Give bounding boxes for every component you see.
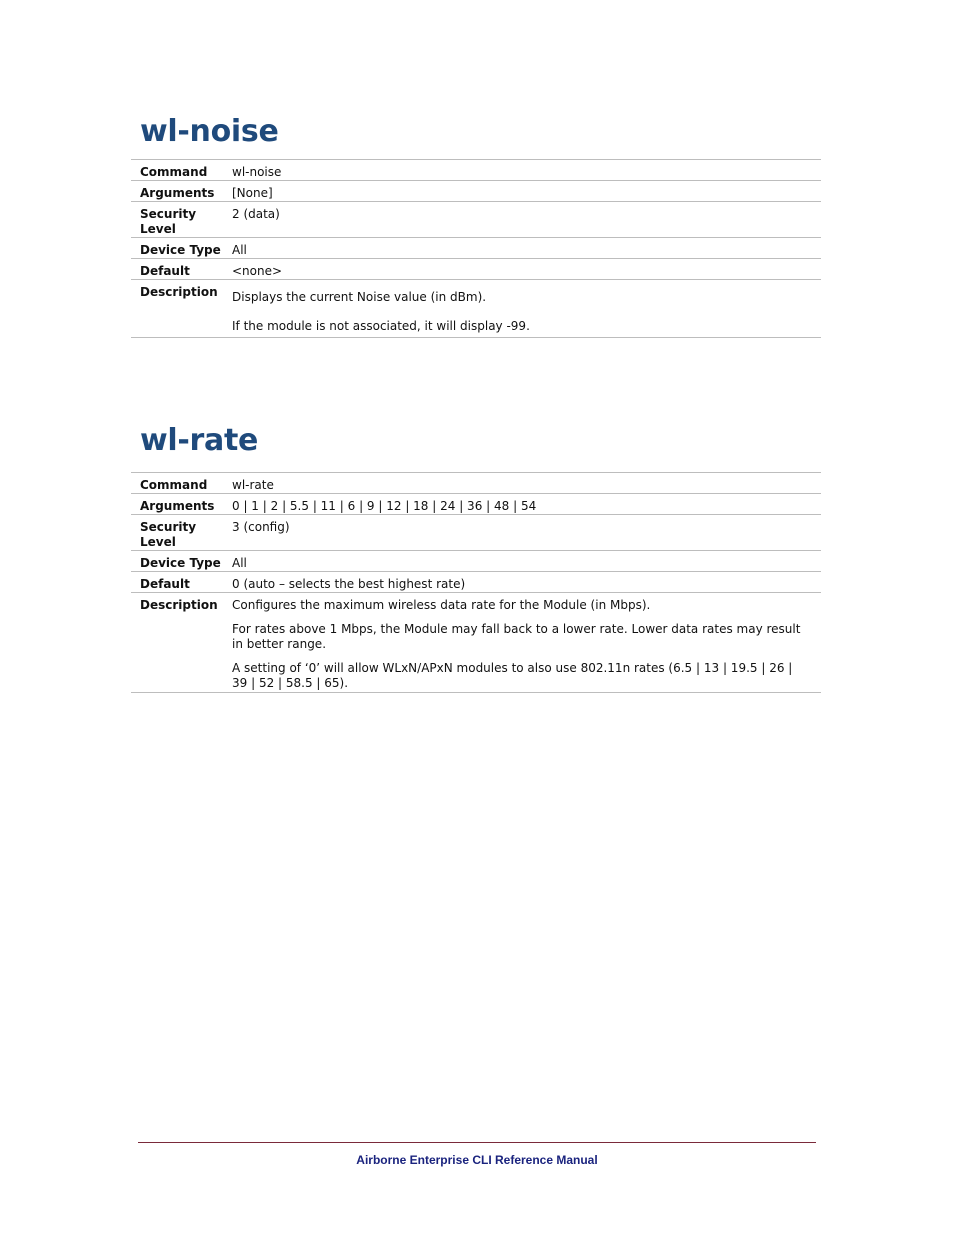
row-value: [232, 280, 821, 337]
row-label: Description: [140, 285, 218, 299]
spec-row-command: [131, 160, 821, 181]
spec-row-command: [131, 473, 821, 494]
row-value: 0 | 1 | 2 | 5.5 | 11 | 6 | 9 | 12 | 18 | 24 | 36 | 48 | 54: [232, 499, 537, 513]
section-heading: wl-rate: [140, 423, 259, 458]
spec-table: [131, 159, 821, 338]
row-value: wl-rate: [232, 478, 274, 492]
row-value: [None]: [232, 186, 273, 200]
footer-title: Airborne Enterprise CLI Reference Manual: [356, 1153, 598, 1167]
row-value: 0 (auto – selects the best highest rate): [232, 577, 466, 591]
row-label: Device Type: [140, 243, 221, 257]
row-label: Description: [140, 598, 218, 612]
row-label: Arguments: [140, 499, 215, 513]
row-value: 3 (config): [232, 520, 290, 534]
spec-row-default: [131, 259, 821, 280]
row-value: [232, 593, 821, 692]
row-label: Security Level: [140, 207, 197, 236]
description-paragraph: Configures the maximum wireless data rate for the Module (in Mbps).: [232, 598, 651, 612]
description-paragraph: A setting of ‘0’ will allow WLxN/APxN modules to also use 802.11n rates (6.5 | 13 | 19.5 | 26 | 39 | 52 | 58.5 | 65).: [232, 661, 793, 690]
spec-row-default: [131, 572, 821, 593]
spec-row-description: [131, 280, 821, 338]
row-label: Command: [140, 165, 208, 179]
row-label: Command: [140, 478, 208, 492]
section-heading: wl-noise: [140, 114, 279, 149]
section-wl-noise: [131, 114, 821, 338]
spec-row-security-level: [131, 202, 821, 238]
spec-row-security-level: [131, 515, 821, 551]
row-label: Device Type: [140, 556, 221, 570]
spec-row-arguments: [131, 181, 821, 202]
spec-row-device-type: [131, 238, 821, 259]
footer-divider: [138, 1142, 816, 1143]
row-label: Security Level: [140, 520, 197, 549]
row-label: Default: [140, 577, 190, 591]
row-value: All: [232, 556, 247, 570]
description-paragraph: Displays the current Noise value (in dBm).: [232, 290, 487, 304]
description-paragraph: For rates above 1 Mbps, the Module may fall back to a lower rate. Lower data rates may result in better range.: [232, 622, 801, 651]
spec-row-description: [131, 593, 821, 693]
section-wl-rate: [131, 423, 821, 693]
row-value: All: [232, 243, 247, 257]
spec-table: [131, 472, 821, 693]
spec-row-device-type: [131, 551, 821, 572]
spec-row-arguments: [131, 494, 821, 515]
row-label: Default: [140, 264, 190, 278]
row-label: Arguments: [140, 186, 215, 200]
row-value: <none>: [232, 264, 283, 278]
row-value: wl-noise: [232, 165, 282, 179]
row-value: 2 (data): [232, 207, 280, 221]
description-paragraph: If the module is not associated, it will display -99.: [232, 319, 530, 333]
